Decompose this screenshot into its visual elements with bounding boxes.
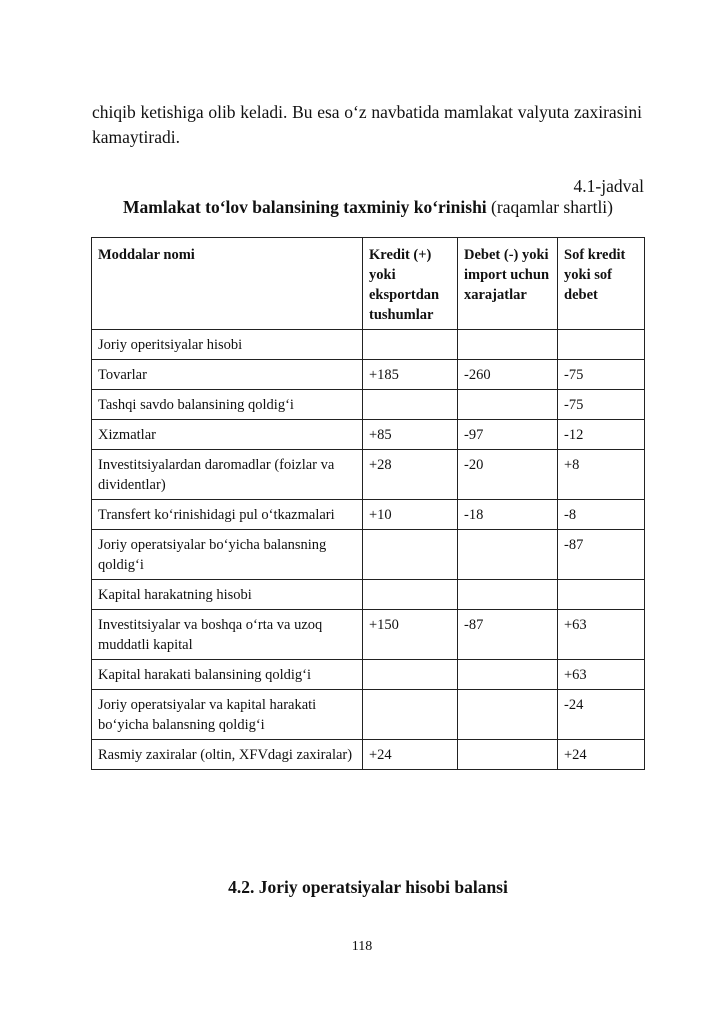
table-number: 4.1-jadval: [573, 176, 644, 196]
cell-debit: -260: [458, 360, 558, 390]
cell-item-name: Kapital harakati balansining qoldig‘i: [92, 660, 363, 690]
cell-item-name: Joriy operatsiyalar va kapital harakati bo‘yicha balansning qoldig‘i: [92, 690, 363, 740]
cell-item-name: Joriy operatsiyalar bo‘yicha balansning qoldig‘i: [92, 530, 363, 580]
cell-item-name: Tashqi savdo balansining qoldig‘i: [92, 390, 363, 420]
page-number: 118: [351, 939, 373, 954]
section-heading: 4.2. Joriy operatsiyalar hisobi balansi: [228, 877, 508, 897]
table-row: [92, 330, 645, 360]
table-row: [92, 420, 645, 450]
cell-credit: +10: [363, 500, 458, 530]
table-row: [92, 500, 645, 530]
table-row: [92, 610, 645, 660]
cell-debit: [458, 660, 558, 690]
cell-net: [558, 580, 645, 610]
cell-net: +8: [558, 450, 645, 500]
table-header-row: [92, 238, 645, 330]
cell-credit: +185: [363, 360, 458, 390]
table-row: [92, 530, 645, 580]
cell-credit: [363, 530, 458, 580]
cell-credit: +24: [363, 740, 458, 770]
body-paragraph: chiqib ketishiga olib keladi. Bu esa o‘z navbatida mamlakat valyuta zaxirasini kamaytiradi.: [92, 102, 642, 147]
cell-item-name: Tovarlar: [92, 360, 363, 390]
cell-debit: -18: [458, 500, 558, 530]
cell-net: +63: [558, 660, 645, 690]
cell-net: -12: [558, 420, 645, 450]
cell-net: [558, 330, 645, 360]
table-caption: [92, 196, 644, 218]
cell-item-name: Transfert ko‘rinishidagi pul o‘tkazmalari: [92, 500, 363, 530]
header-credit: Kredit (+) yoki eksportdan tushumlar: [363, 238, 458, 330]
cell-credit: [363, 390, 458, 420]
cell-item-name: Xizmatlar: [92, 420, 363, 450]
cell-item-name: Investitsiyalardan daromadlar (foizlar va dividentlar): [92, 450, 363, 500]
cell-net: -75: [558, 360, 645, 390]
cell-net: -87: [558, 530, 645, 580]
cell-item-name: Investitsiyalar va boshqa o‘rta va uzoq muddatli kapital: [92, 610, 363, 660]
table-row: [92, 360, 645, 390]
cell-item-name: Joriy operitsiyalar hisobi: [92, 330, 363, 360]
table-row: [92, 580, 645, 610]
cell-item-name: Kapital harakatning hisobi: [92, 580, 363, 610]
table-row: [92, 740, 645, 770]
table-caption-title: Mamlakat to‘lov balansining taxminiy ko‘rinishi: [123, 197, 487, 217]
table-row: [92, 450, 645, 500]
cell-debit: [458, 690, 558, 740]
cell-debit: -97: [458, 420, 558, 450]
cell-debit: [458, 740, 558, 770]
cell-net: -24: [558, 690, 645, 740]
table-caption-note: (raqamlar shartli): [486, 197, 613, 217]
cell-credit: [363, 330, 458, 360]
cell-credit: +28: [363, 450, 458, 500]
header-net: Sof kredit yoki sof debet: [558, 238, 645, 330]
cell-net: +24: [558, 740, 645, 770]
cell-debit: [458, 580, 558, 610]
balance-of-payments-table: [91, 237, 645, 770]
cell-credit: [363, 580, 458, 610]
cell-debit: [458, 330, 558, 360]
table-row: [92, 690, 645, 740]
cell-debit: [458, 530, 558, 580]
cell-debit: [458, 390, 558, 420]
cell-item-name: Rasmiy zaxiralar (oltin, XFVdagi zaxiralar): [92, 740, 363, 770]
cell-net: -8: [558, 500, 645, 530]
header-debit: Debet (-) yoki import uchun xarajatlar: [458, 238, 558, 330]
cell-debit: -87: [458, 610, 558, 660]
cell-credit: +150: [363, 610, 458, 660]
cell-credit: [363, 660, 458, 690]
header-item-name: Moddalar nomi: [92, 238, 363, 330]
cell-credit: +85: [363, 420, 458, 450]
table-row: [92, 390, 645, 420]
table-body: [92, 330, 645, 770]
cell-debit: -20: [458, 450, 558, 500]
table-row: [92, 660, 645, 690]
cell-net: -75: [558, 390, 645, 420]
cell-credit: [363, 690, 458, 740]
cell-net: +63: [558, 610, 645, 660]
